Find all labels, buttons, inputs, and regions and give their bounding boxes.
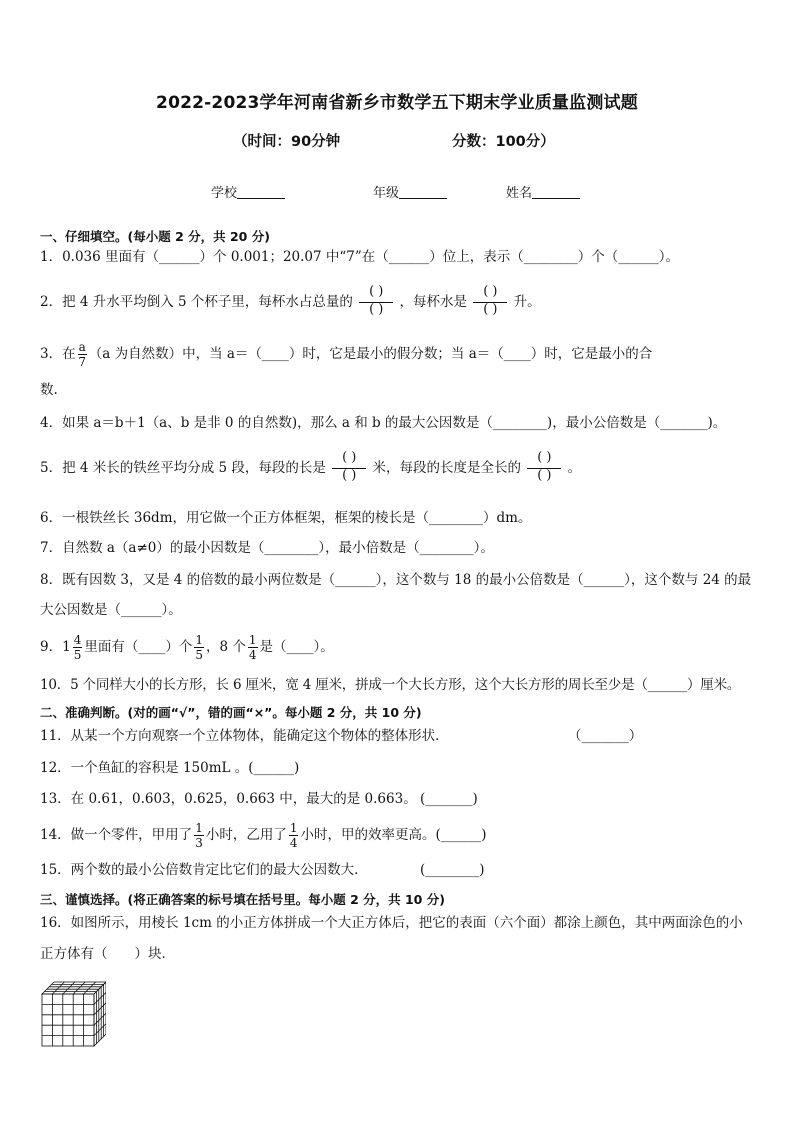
question-10: 10．5 个同样大小的长方形，长 6 厘米，宽 4 厘米，拼成一个大长方形，这个大长方形的周长至少是（______）厘米。: [40, 677, 741, 693]
question-14: [40, 822, 487, 849]
fraction-1-3: $\frac{1}{3}$: [195, 821, 203, 850]
grade-blank[interactable]: [399, 186, 447, 199]
question-3: [40, 341, 652, 368]
school-field[interactable]: [211, 182, 285, 201]
question-4: 4．如果 a＝b＋1（a、b 是非 0 的自然数)，那么 a 和 b 的最大公因数是（________)，最小公倍数是（_______)。: [40, 415, 727, 431]
page-title: 2022-2023学年河南省新乡市数学五下期末学业质量监测试题: [156, 93, 638, 113]
fraction-4-5: $\frac{4}{5}$: [73, 633, 82, 662]
question-2-text-a: 2．把 4 升水平均倒入 5 个杯子里，每杯水占总量的: [40, 294, 353, 310]
fraction-blank[interactable]: ( ) ( ): [332, 451, 366, 486]
question-16-continued: 正方体有（ ）块．: [40, 946, 175, 962]
question-3-continued: 数.: [40, 382, 58, 398]
name-label: 姓名: [506, 186, 533, 201]
question-13-answer-blank[interactable]: (_______): [420, 791, 478, 807]
question-9-text-b: 里面有（____）个: [84, 639, 193, 655]
question-7: 7．自然数 a（a≠0）的最小因数是（________），最小倍数是（________）。: [40, 540, 494, 556]
fraction-1-5: $\frac{1}{5}$: [195, 633, 203, 662]
question-2-text-c: 升。: [513, 294, 541, 310]
question-3-text-a: 3．在: [40, 346, 76, 362]
fraction-1-4: $\frac{1}{4}$: [248, 633, 257, 662]
section-heading-fill: 一、仔细填空。(每小题 2 分，共 20 分): [40, 229, 270, 244]
question-5-text-a: 5．把 4 米长的铁丝平均分成 5 段，每段的长是: [40, 460, 326, 476]
school-label: 学校: [211, 186, 238, 201]
grade-field[interactable]: [373, 182, 447, 201]
question-11-answer-blank[interactable]: （_______）: [568, 728, 643, 744]
fraction-a-over-7: $\frac{a}{7}$: [78, 340, 86, 369]
fraction-blank[interactable]: ( ) ( ): [473, 285, 507, 320]
question-14-text-a: 14．做一个零件，甲用了: [40, 827, 193, 843]
question-15: 15．两个数的最小公倍数肯定比它们的最大公因数大．: [40, 862, 368, 878]
name-field[interactable]: [506, 182, 580, 201]
fraction-blank[interactable]: ( ) ( ): [359, 285, 393, 320]
question-3-text-b: （a 为自然数）中，当 a＝（____）时，它是最小的假分数；当 a＝（____）时，它是最小的合: [88, 346, 653, 362]
question-1: 1．0.036 里面有（______）个 0.001；20.07 中“7”在（______）位上，表示（________）个（______）。: [40, 249, 680, 265]
exam-score: 分数：100分）: [452, 134, 555, 150]
question-9-text-c: ，8 个: [205, 639, 246, 655]
section-heading-choice: 三、谨慎选择。(将正确答案的标号填在括号里。每小题 2 分，共 10 分): [40, 892, 445, 907]
question-9-text-d: 是（____）。: [259, 639, 334, 655]
question-14-text-b: 小时，乙用了: [205, 827, 287, 843]
question-8: 8．既有因数 3，又是 4 的倍数的最小两位数是（______），这个数与 18 的最小公倍数是（______），这个数与 24 的最: [40, 572, 752, 588]
question-9-text-a: 9．1: [40, 639, 71, 655]
question-16: 16．如图所示，用棱长 1cm 的小正方体拼成一个大正方体后，把它的表面（六个面）都涂上颜色，其中两面涂色的小: [40, 915, 743, 931]
cube-figure: [40, 980, 106, 1048]
section-heading-judge: 二、准确判断。(对的画“√”，错的画“×”。每小题 2 分，共 10 分): [40, 705, 422, 720]
question-2-text-b: ，每杯水是: [399, 294, 468, 310]
question-6: 6．一根铁丝长 36dm，用它做一个正方体框架，框架的棱长是（________）dm。: [40, 510, 532, 526]
question-5-text-b: 米，每段的长度是全长的: [372, 460, 522, 476]
question-15-answer-blank[interactable]: (________): [420, 862, 485, 878]
question-11: 11．从某一个方向观察一个立体物体，能确定这个物体的整体形状．: [40, 728, 449, 744]
school-blank[interactable]: [237, 186, 285, 199]
question-5-text-c: 。: [567, 460, 582, 476]
question-8-continued: 大公因数是（______）。: [40, 602, 182, 618]
name-blank[interactable]: [532, 186, 580, 199]
fraction-blank[interactable]: ( ) ( ): [527, 451, 561, 486]
fraction-1-4: $\frac{1}{4}$: [289, 821, 298, 850]
question-2: [40, 285, 541, 320]
exam-time: （时间：90分钟: [233, 134, 341, 150]
question-13: 13．在 0.61，0.603，0.625，0.663 中，最大的是 0.663。: [40, 791, 417, 807]
question-14-text-c: 小时，甲的效率更高。(______): [300, 827, 487, 843]
question-9: [40, 634, 334, 661]
question-12: 12．一个鱼缸的容积是 150mL 。(______): [40, 760, 300, 776]
question-5: [40, 451, 581, 486]
grade-label: 年级: [373, 186, 400, 201]
